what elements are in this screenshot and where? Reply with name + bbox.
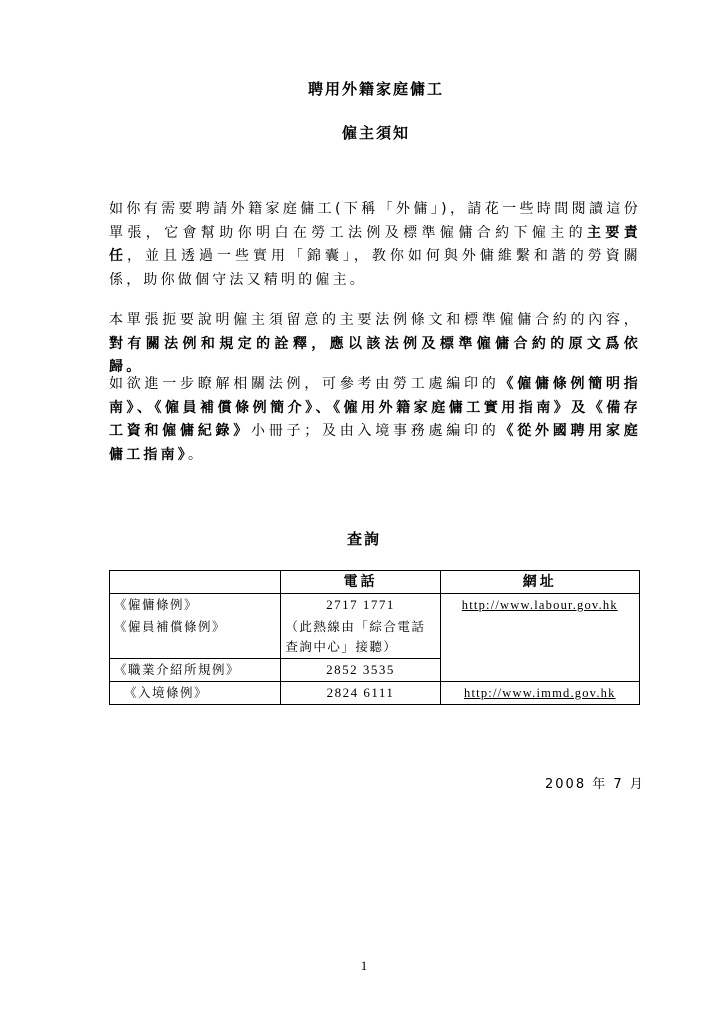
table-header-row [110, 571, 640, 594]
table-row [110, 682, 640, 705]
labour-guides-list: 《僱傭條例簡明指南》、《僱員補償條例簡介》、《僱用外籍家庭傭工實用指南》及《備存工資和僱傭紀錄》 [109, 376, 641, 439]
references-text: 如欲進一步瞭解相關法例，可參考由勞工處編印的 [109, 376, 500, 392]
enquiry-heading: 查詢 [346, 530, 381, 548]
website-link[interactable]: http://www.labour.gov.hk [461, 598, 618, 612]
website-link[interactable]: http://www.immd.gov.hk [464, 686, 616, 700]
intro-text: 如你有需要聘請外籍家庭傭工(下稱「外傭」)，請花一些時間閱讀這份單張，它會幫助你明白在勞工法例及標準僱傭合約下僱主的 [109, 201, 641, 241]
table-header-website: 網址 [440, 571, 639, 594]
scope-paragraph [109, 309, 641, 380]
table-row [110, 594, 640, 617]
document-title: 聘用外籍家庭傭工 [307, 80, 444, 98]
ordinance-name: 《職業介紹所規例》 [110, 659, 281, 682]
publication-date: 2008 年 7 月 [545, 777, 645, 792]
table-header-phone: 電話 [281, 571, 440, 594]
intro-text-end: ，並且透過一些實用「錦囊」，教你如何與外傭維繫和諧的勞資關係，助你做個守法又精明的僱主。 [109, 248, 641, 288]
ordinance-name: 《僱員補償條例》 [110, 616, 281, 659]
enquiry-table [109, 570, 640, 705]
scope-bold-text: 對有關法例和規定的詮釋，應以該法例及標準僱傭合約的原文爲依歸。 [109, 335, 641, 375]
ordinance-name: 《僱傭條例》 [110, 594, 281, 617]
intro-paragraph [109, 198, 641, 292]
hotline-note: （此熱線由「綜合電話查詢中心」接聽） [281, 616, 440, 659]
intro-bold-text: 主要責任 [109, 224, 641, 264]
scope-text: 本單張扼要說明僱主須留意的主要法例條文和標準僱傭合約的內容， [109, 312, 641, 328]
page-number: 1 [360, 958, 368, 973]
table-header-blank [110, 571, 281, 594]
phone-number: 2824 6111 [281, 682, 440, 705]
references-mid-text: 小冊子；及由入境事務處編印的 [251, 423, 500, 439]
ordinance-name: 《入境條例》 [110, 682, 281, 705]
document-subtitle: 僱主須知 [341, 124, 410, 142]
phone-number: 2852 3535 [281, 659, 440, 682]
immigration-guide-title: 《從外國聘用家庭傭工指南》 [109, 423, 641, 463]
website-cell [440, 594, 639, 682]
references-end-text: 。 [188, 446, 206, 463]
website-cell [440, 682, 639, 705]
references-paragraph [109, 373, 641, 467]
phone-number: 2717 1771 [281, 594, 440, 617]
